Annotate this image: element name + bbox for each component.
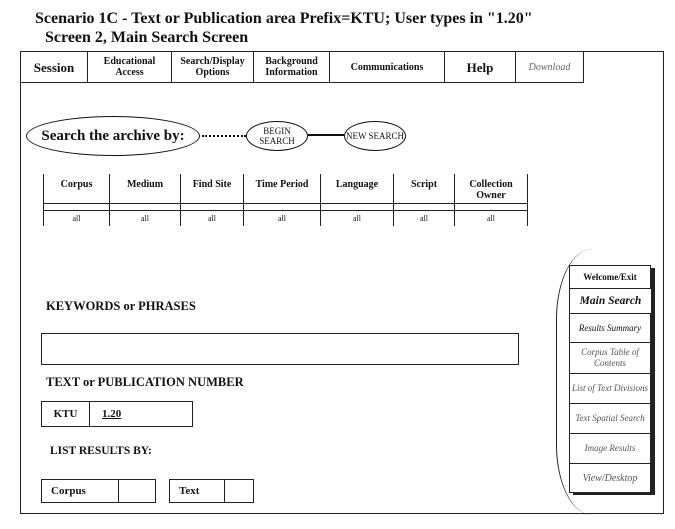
- filter-value-collection-owner[interactable]: all: [455, 210, 528, 226]
- menu-communications[interactable]: Communications: [330, 51, 445, 83]
- menu-search-display-options[interactable]: Search/Display Options: [172, 51, 254, 83]
- menu-educational-access[interactable]: Educational Access: [88, 51, 172, 83]
- list-results-corpus-label: Corpus: [42, 480, 119, 502]
- filter-header-collection-owner: Collection Owner: [455, 174, 528, 203]
- filter-value-medium[interactable]: all: [110, 210, 181, 226]
- text-number-input[interactable]: 1.20: [102, 408, 122, 420]
- menu-bar: [20, 51, 584, 83]
- menu-session[interactable]: Session: [20, 51, 88, 83]
- filter-header-medium: Medium: [110, 174, 181, 203]
- menu-download[interactable]: Download: [516, 51, 584, 83]
- filter-header-row: [44, 174, 528, 203]
- screen-subtitle: Screen 2, Main Search Screen: [45, 29, 249, 46]
- side-nav-shadow: [651, 268, 655, 495]
- list-results-corpus[interactable]: [41, 479, 156, 503]
- filter-table: [43, 174, 528, 226]
- filter-value-find-site[interactable]: all: [181, 210, 244, 226]
- list-results-label: LIST RESULTS BY:: [50, 445, 152, 457]
- new-search-button[interactable]: NEW SEARCH: [344, 121, 406, 151]
- menu-help[interactable]: Help: [445, 51, 516, 83]
- keywords-input[interactable]: [41, 333, 519, 365]
- begin-search-button[interactable]: BEGIN SEARCH: [246, 121, 308, 151]
- filter-value-language[interactable]: all: [321, 210, 394, 226]
- side-nav-results-summary[interactable]: Results Summary: [569, 313, 651, 343]
- list-results-text-label: Text: [170, 480, 225, 502]
- side-nav-view-desktop[interactable]: View/Desktop: [569, 464, 651, 493]
- filter-header-language: Language: [321, 174, 394, 203]
- side-nav-image-results[interactable]: Image Results: [569, 434, 651, 464]
- side-nav-welcome-exit[interactable]: Welcome/Exit: [569, 265, 651, 289]
- text-number-label: TEXT or PUBLICATION NUMBER: [46, 375, 244, 389]
- filter-value-script[interactable]: all: [394, 210, 455, 226]
- search-archive-label: Search the archive by:: [26, 116, 200, 156]
- filter-divider-row: [44, 203, 528, 210]
- filter-value-row: [44, 210, 528, 226]
- keywords-label: KEYWORDS or PHRASES: [46, 299, 196, 313]
- filter-header-find-site: Find Site: [181, 174, 244, 203]
- side-navigation: [569, 265, 651, 493]
- list-results-text[interactable]: [169, 479, 254, 503]
- filter-value-time-period[interactable]: all: [244, 210, 321, 226]
- filter-header-time-period: Time Period: [244, 174, 321, 203]
- text-number-prefix[interactable]: KTU: [42, 402, 90, 426]
- filter-value-corpus[interactable]: all: [44, 210, 110, 226]
- side-nav-text-divisions[interactable]: List of Text Divisions: [569, 374, 651, 404]
- menu-background-information[interactable]: Background Information: [254, 51, 330, 83]
- dotted-connector: [202, 135, 246, 137]
- side-nav-main-search[interactable]: Main Search: [569, 289, 651, 313]
- side-nav-text-spatial-search[interactable]: Text Spatial Search: [569, 404, 651, 434]
- side-nav-corpus-toc[interactable]: Corpus Table of Contents: [569, 343, 651, 374]
- filter-header-script: Script: [394, 174, 455, 203]
- solid-connector: [308, 134, 344, 136]
- scenario-title: Scenario 1C - Text or Publication area Prefix=KTU; User types in "1.20": [35, 10, 533, 27]
- filter-header-corpus: Corpus: [44, 174, 110, 203]
- text-number-field: [41, 401, 193, 427]
